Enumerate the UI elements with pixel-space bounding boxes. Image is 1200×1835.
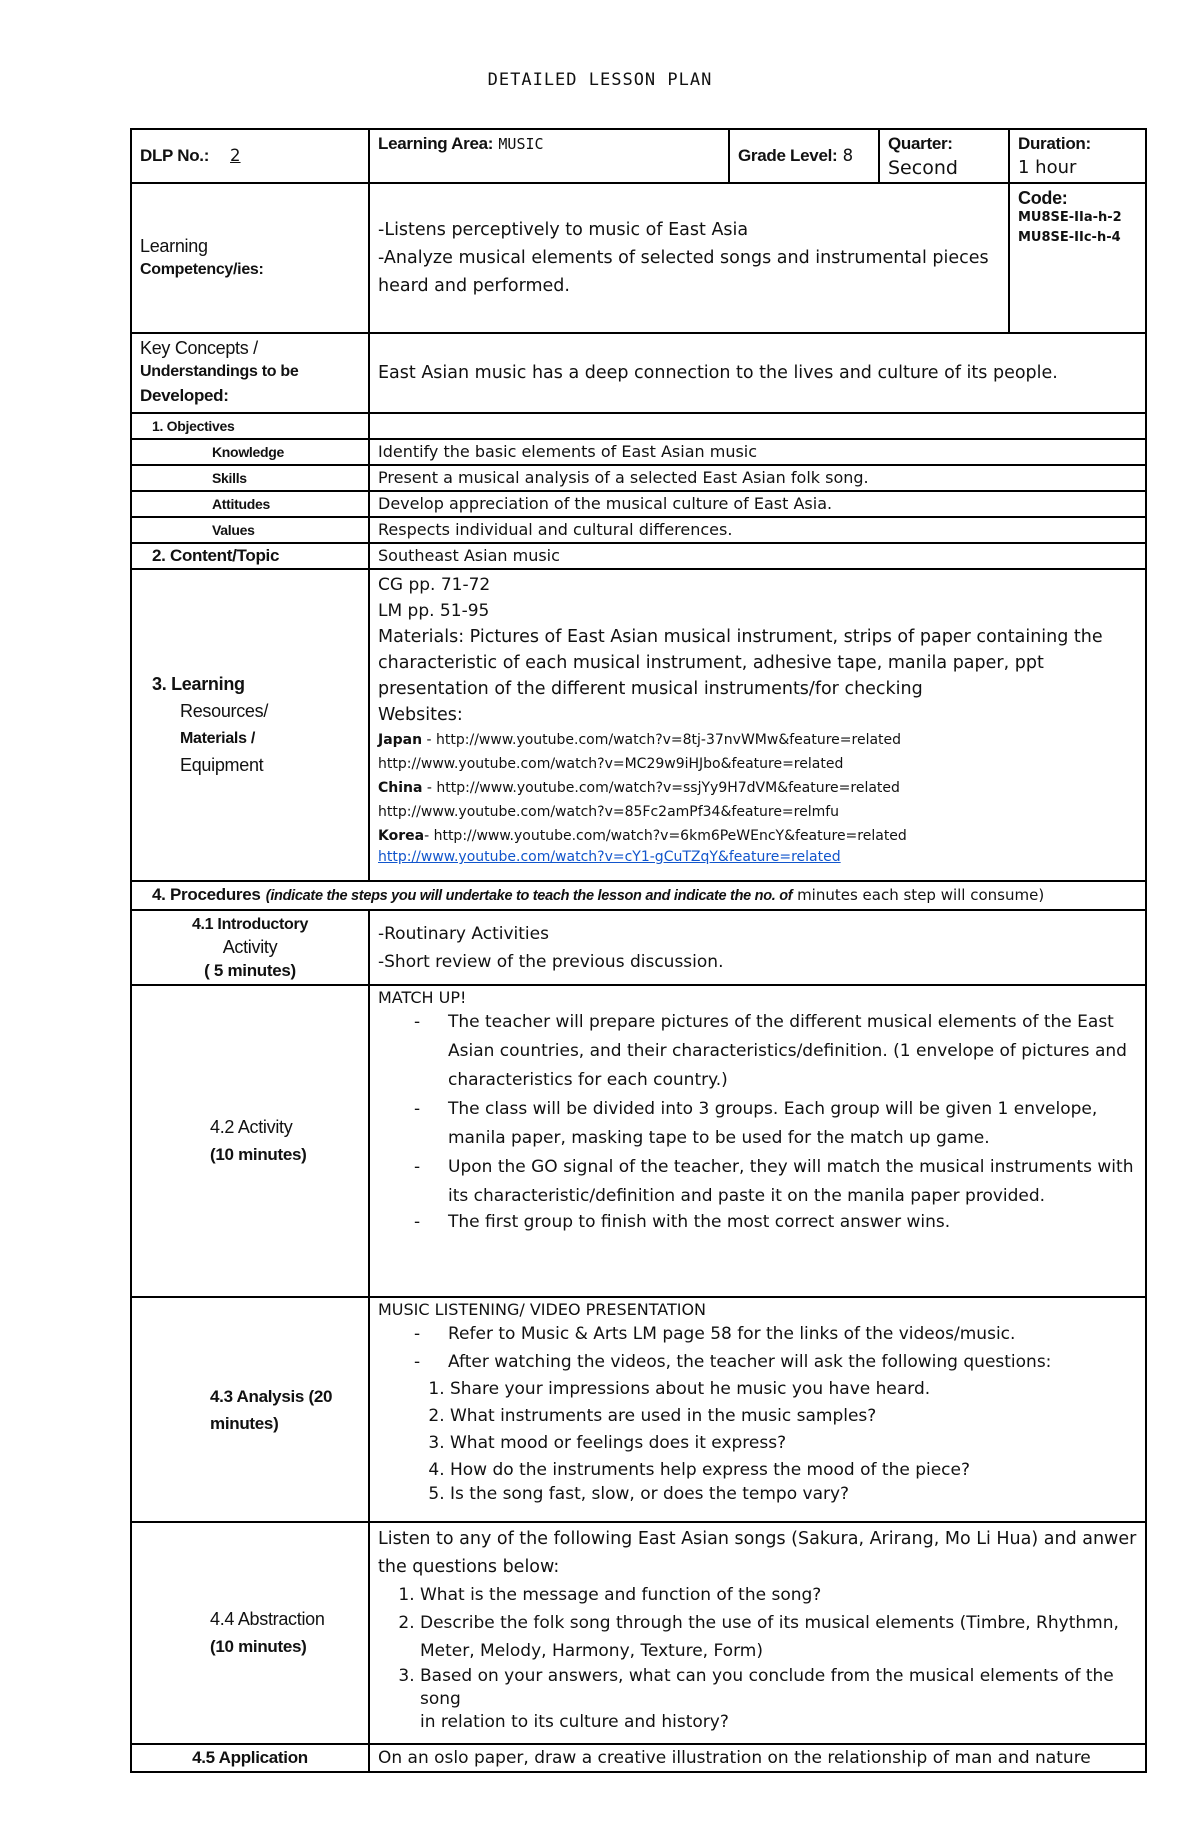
resources-row <box>131 569 1146 881</box>
china-url[interactable]: - http://www.youtube.com/watch?v=ssjYy9H7dVM&feature=related <box>422 780 900 796</box>
resources-label-2: Resources/ <box>180 701 269 721</box>
analysis-question: 5. Is the song fast, slow, or does the tempo vary? <box>450 1484 1137 1504</box>
intro-label-3: ( 5 minutes) <box>204 961 296 980</box>
abstraction-label-1: 4.4 Abstraction <box>210 1609 325 1629</box>
application-label: 4.5 Application <box>131 1744 369 1772</box>
activity-list <box>378 1008 1137 1233</box>
competency-text-cell <box>369 183 1009 333</box>
activity-row <box>131 985 1146 1297</box>
learning-area-value: MUSIC <box>498 135 544 153</box>
content-text: Southeast Asian music <box>369 543 1146 569</box>
resources-label-4: Equipment <box>180 755 264 775</box>
activity-content-cell <box>369 985 1146 1297</box>
activity-item: - The teacher will prepare pictures of the different musical elements of the East Asian countries, and their characteristics/definition. (1 envelope of pictures and characteristics for each country.) <box>408 1008 1137 1095</box>
activity-item: - The class will be divided into 3 groups. Each group will be given 1 envelope, manila paper, masking tape to be used for the match up game. <box>408 1095 1137 1153</box>
procedures-note-tail: minutes each step will consume) <box>792 886 1045 904</box>
korea-url[interactable]: - http://www.youtube.com/watch?v=6km6PeWEncY&feature=related <box>424 828 907 844</box>
grade-level-value: 8 <box>842 146 854 165</box>
quarter-label: Quarter: <box>888 134 953 153</box>
intro-text-cell <box>369 910 1146 985</box>
competency-row <box>131 183 1146 333</box>
quarter-cell <box>879 129 1009 183</box>
korea-label: Korea <box>378 828 425 844</box>
objectives-label: 1. Objectives <box>131 413 369 439</box>
abstraction-question <box>420 1665 1137 1734</box>
intro-label-cell <box>131 910 369 985</box>
korea-url-2[interactable]: http://www.youtube.com/watch?v=cY1-gCuTZqY&feature=related <box>378 849 841 865</box>
japan-link-line[interactable] <box>378 728 1137 752</box>
resources-content-cell <box>369 569 1146 881</box>
analysis-heading: MUSIC LISTENING/ VIDEO PRESENTATION <box>378 1300 707 1319</box>
abstraction-intro: Listen to any of the following East Asian songs (Sakura, Arirang, Mo Li Hua) and anwer the questions below: <box>378 1529 1137 1577</box>
intro-line-1: -Routinary Activities <box>378 923 549 944</box>
china-label: China <box>378 780 423 796</box>
competency-line-1: -Listens perceptively to music of East Asia <box>378 220 749 240</box>
abstraction-question-3b: in relation to its culture and history? <box>420 1712 729 1732</box>
intro-row <box>131 910 1146 985</box>
attitudes-row <box>131 491 1146 517</box>
analysis-content-cell <box>369 1297 1146 1522</box>
code-label: Code: <box>1018 188 1068 208</box>
document-title: DETAILED LESSON PLAN <box>487 70 713 90</box>
procedures-cell <box>131 881 1146 910</box>
skills-text: Present a musical analysis of a selected East Asian folk song. <box>369 465 1146 491</box>
procedures-label: 4. Procedures <box>152 885 261 904</box>
analysis-label-1: 4.3 Analysis (20 <box>210 1386 333 1406</box>
knowledge-text: Identify the basic elements of East Asian music <box>369 439 1146 465</box>
competency-label-1: Learning <box>140 236 208 256</box>
skills-row <box>131 465 1146 491</box>
quarter-value: Second <box>888 157 958 179</box>
intro-label-1: 4.1 Introductory <box>191 916 309 933</box>
grade-level-label: Grade Level: <box>738 146 838 165</box>
dlp-value: 2 <box>230 146 241 165</box>
dlp-label: DLP No.: <box>140 146 210 165</box>
values-text: Respects individual and cultural differences. <box>369 517 1146 543</box>
analysis-label-2: minutes) <box>210 1413 279 1433</box>
materials-text: Materials: Pictures of East Asian musical instrument, strips of paper containing the characteristic of each musical instrument, adhesive tape, manila paper, ppt presentation of the different musical instruments/for checking <box>378 627 1103 699</box>
code-value-1: MU8SE-IIa-h-2 <box>1018 210 1122 225</box>
resources-label-3: Materials / <box>180 730 255 747</box>
competency-label-cell <box>131 183 369 333</box>
websites-label: Websites: <box>378 705 463 725</box>
objectives-empty <box>369 413 1146 439</box>
activity-item: - Upon the GO signal of the teacher, they will match the musical instruments with its characteristic/definition and paste it on the manila paper provided. <box>408 1153 1137 1211</box>
abstraction-row <box>131 1522 1146 1744</box>
abstraction-questions <box>378 1581 1137 1734</box>
activity-item: - The first group to finish with the most correct answer wins. <box>408 1211 1137 1233</box>
intro-line-2: -Short review of the previous discussion. <box>378 951 724 972</box>
activity-label-2: (10 minutes) <box>210 1145 307 1164</box>
analysis-item: - After watching the videos, the teacher will ask the following questions: <box>408 1348 1137 1376</box>
abstraction-label-2: (10 minutes) <box>210 1637 307 1656</box>
activity-label-cell <box>131 985 369 1297</box>
procedures-row <box>131 881 1146 910</box>
duration-label: Duration: <box>1018 134 1091 153</box>
objectives-row <box>131 413 1146 439</box>
attitudes-text: Develop appreciation of the musical culture of East Asia. <box>369 491 1146 517</box>
analysis-question: 3. What mood or feelings does it express? <box>450 1430 1137 1457</box>
abstraction-content-cell <box>369 1522 1146 1744</box>
content-label: 2. Content/Topic <box>131 543 369 569</box>
analysis-question: 4. How do the instruments help express the mood of the piece? <box>450 1457 1137 1484</box>
application-text: On an oslo paper, draw a creative illustration on the relationship of man and nature <box>369 1744 1146 1772</box>
china-link-line[interactable] <box>378 776 1137 800</box>
korea-link-line[interactable] <box>378 824 1137 848</box>
resources-label-cell <box>131 569 369 881</box>
duration-cell <box>1009 129 1146 183</box>
attitudes-label: Attitudes <box>131 491 369 517</box>
key-concepts-label-3: Developed: <box>140 386 229 405</box>
analysis-label-cell <box>131 1297 369 1522</box>
competency-label-2: Competency/ies: <box>140 261 264 278</box>
learning-area-cell <box>369 129 729 183</box>
key-concepts-label-2: Understandings to be <box>140 363 299 380</box>
japan-label: Japan <box>378 732 423 748</box>
application-row <box>131 1744 1146 1772</box>
header-row <box>131 129 1146 183</box>
key-concepts-label-cell <box>131 333 369 413</box>
key-concepts-text: East Asian music has a deep connection to the lives and culture of its people. <box>369 333 1146 413</box>
resources-label-1: 3. Learning <box>152 674 245 694</box>
abstraction-label-cell <box>131 1522 369 1744</box>
duration-value: 1 hour <box>1018 157 1077 178</box>
analysis-item: - Refer to Music & Arts LM page 58 for the links of the videos/music. <box>408 1320 1137 1348</box>
learning-area-label: Learning Area: <box>378 134 494 153</box>
analysis-questions <box>378 1376 1137 1504</box>
content-row <box>131 543 1146 569</box>
key-concepts-row <box>131 333 1146 413</box>
procedures-note: (indicate the steps you will undertake to teach the lesson and indicate the no. of <box>265 888 793 904</box>
lm-reference: LM pp. 51-95 <box>378 601 490 621</box>
values-row <box>131 517 1146 543</box>
analysis-question: 1. Share your impressions about he music you have heard. <box>450 1376 1137 1403</box>
code-value-2: MU8SE-IIc-h-4 <box>1018 230 1121 245</box>
cg-reference: CG pp. 71-72 <box>378 575 491 595</box>
knowledge-label: Knowledge <box>131 439 369 465</box>
competency-line-2: -Analyze musical elements of selected songs and instrumental pieces heard and performed. <box>378 248 989 296</box>
activity-label-1: 4.2 Activity <box>210 1117 293 1137</box>
lesson-plan-table <box>130 128 1147 1773</box>
code-cell <box>1009 183 1146 333</box>
abstraction-question: 2. Describe the folk song through the use of its musical elements (Timbre, Rhythmn, Meter, Melody, Harmony, Texture, Form) <box>420 1609 1137 1665</box>
china-url-2[interactable]: http://www.youtube.com/watch?v=85Fc2amPf34&feature=relmfu <box>378 804 840 820</box>
analysis-question: 2. What instruments are used in the music samples? <box>450 1403 1137 1430</box>
japan-url-2[interactable]: http://www.youtube.com/watch?v=MC29w9iHJbo&feature=related <box>378 756 844 772</box>
analysis-row <box>131 1297 1146 1522</box>
values-label: Values <box>131 517 369 543</box>
japan-url[interactable]: - http://www.youtube.com/watch?v=8tj-37nvWMw&feature=related <box>422 732 902 748</box>
dlp-cell <box>131 129 369 183</box>
grade-level-cell <box>729 129 879 183</box>
key-concepts-label-1: Key Concepts / <box>140 338 258 358</box>
abstraction-question: 1. What is the message and function of the song? <box>420 1581 1137 1609</box>
skills-label: Skills <box>131 465 369 491</box>
intro-label-2: Activity <box>222 937 278 957</box>
activity-heading: MATCH UP! <box>378 988 467 1007</box>
knowledge-row <box>131 439 1146 465</box>
analysis-list <box>378 1320 1137 1376</box>
abstraction-question-3a: Based on your answers, what can you conclude from the musical elements of the song <box>420 1666 1114 1709</box>
